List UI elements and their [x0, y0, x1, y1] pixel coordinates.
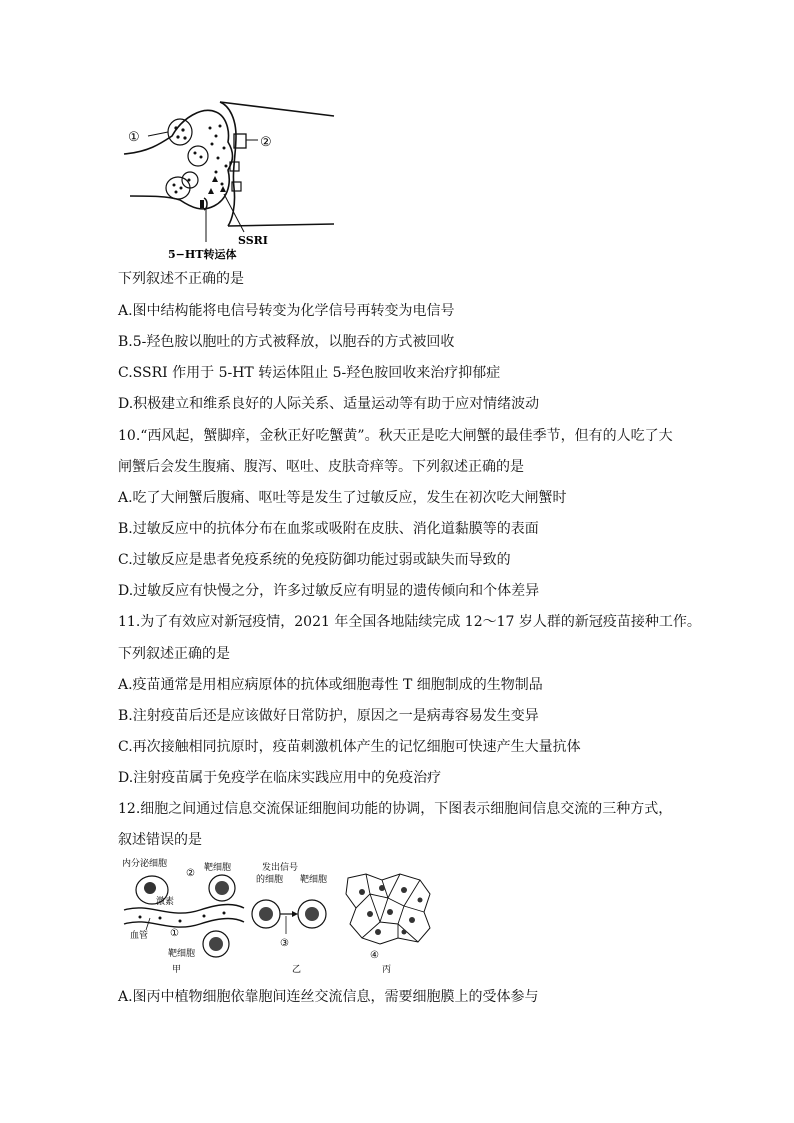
panel-bing [346, 874, 430, 975]
q9-stem: 下列叙述不正确的是 [118, 271, 244, 287]
sender-label-1: 发出信号 [262, 863, 299, 873]
q10-option-c: C.过敏反应是患者免疫系统的免疫防御功能过弱或缺失而导致的 [118, 552, 511, 568]
label-2: ② [260, 135, 272, 150]
label-1: ① [128, 130, 140, 145]
q11-stem-1: 11.为了有效应对新冠疫情，2021 年全国各地陆续完成 12～17 岁人群的新冠疫苗接种工作。 [118, 614, 701, 630]
q11-option-b: B.注射疫苗后还是应该做好日常防护，原因之一是病毒容易发生变异 [118, 708, 539, 724]
target-bottom-label: 靶细胞 [168, 949, 196, 959]
num-4: ④ [370, 950, 379, 961]
q12-option-a: A.图丙中植物细胞依靠胞间连丝交流信息，需要细胞膜上的受体参与 [118, 989, 539, 1005]
q10-stem-2: 闸蟹后会发生腹痛、腹泻、呕吐、皮肤奇痒等。下列叙述正确的是 [118, 459, 524, 475]
caption-yi: 乙 [292, 965, 302, 975]
panel-jia [122, 858, 244, 975]
caption-bing: 丙 [382, 965, 392, 975]
q11-stem-2: 下列叙述正确的是 [118, 646, 230, 662]
q10-stem-1: 10.“西风起，蟹脚痒，金秋正好吃蟹黄”。秋天正是吃大闸蟹的最佳季节，但有的人吃了大 [118, 428, 673, 444]
num-2: ② [186, 868, 195, 879]
panel-yi [252, 861, 327, 975]
num-3: ③ [280, 938, 289, 949]
q10-option-a: A.吃了大闸蟹后腹痛、呕吐等是发生了过敏反应，发生在初次吃大闸蟹时 [118, 490, 567, 506]
q9-option-a: A.图中结构能将电信号转变为化学信号再转变为电信号 [118, 303, 455, 319]
ssri-label: SSRI [238, 234, 268, 247]
sender-label-2: 的细胞 [256, 875, 284, 885]
hormone-label: 激素 [156, 897, 175, 907]
num-1: ① [170, 928, 179, 939]
target-top-label: 靶细胞 [204, 863, 232, 873]
q11-option-c: C.再次接触相同抗原时，疫苗刺激机体产生的记忆细胞可快速产生大量抗体 [118, 739, 581, 755]
cell-signaling-diagram [120, 858, 440, 976]
q9-option-b: B.5-羟色胺以胞吐的方式被释放，以胞吞的方式被回收 [118, 334, 455, 350]
q9-option-d: D.积极建立和维系良好的人际关系、适量运动等有助于应对情绪波动 [118, 396, 540, 412]
vessel-label: 血管 [130, 931, 149, 941]
q10-option-b: B.过敏反应中的抗体分布在血浆或吸附在皮肤、消化道黏膜等的表面 [118, 521, 539, 537]
q10-option-d: D.过敏反应有快慢之分，许多过敏反应有明显的遗传倾向和个体差异 [118, 583, 540, 599]
q12-stem-2: 叙述错误的是 [118, 832, 202, 848]
target-b-label: 靶细胞 [300, 875, 328, 885]
transporter-label: 5−HT转运体 [168, 248, 237, 261]
q9-option-c: C.SSRI 作用于 5-HT 转运体阻止 5-羟色胺回收来治疗抑郁症 [118, 365, 501, 381]
q11-option-a: A.疫苗通常是用相应病原体的抗体或细胞毒性 T 细胞制成的生物制品 [118, 677, 543, 693]
endocrine-label: 内分泌细胞 [122, 859, 168, 869]
q12-stem-1: 12.细胞之间通过信息交流保证细胞间功能的协调，下图表示细胞间信息交流的三种方式， [118, 801, 673, 817]
q11-option-d: D.注射疫苗属于免疫学在临床实践应用中的免疫治疗 [118, 770, 442, 786]
synapse-diagram [120, 96, 340, 262]
caption-jia: 甲 [172, 965, 182, 975]
